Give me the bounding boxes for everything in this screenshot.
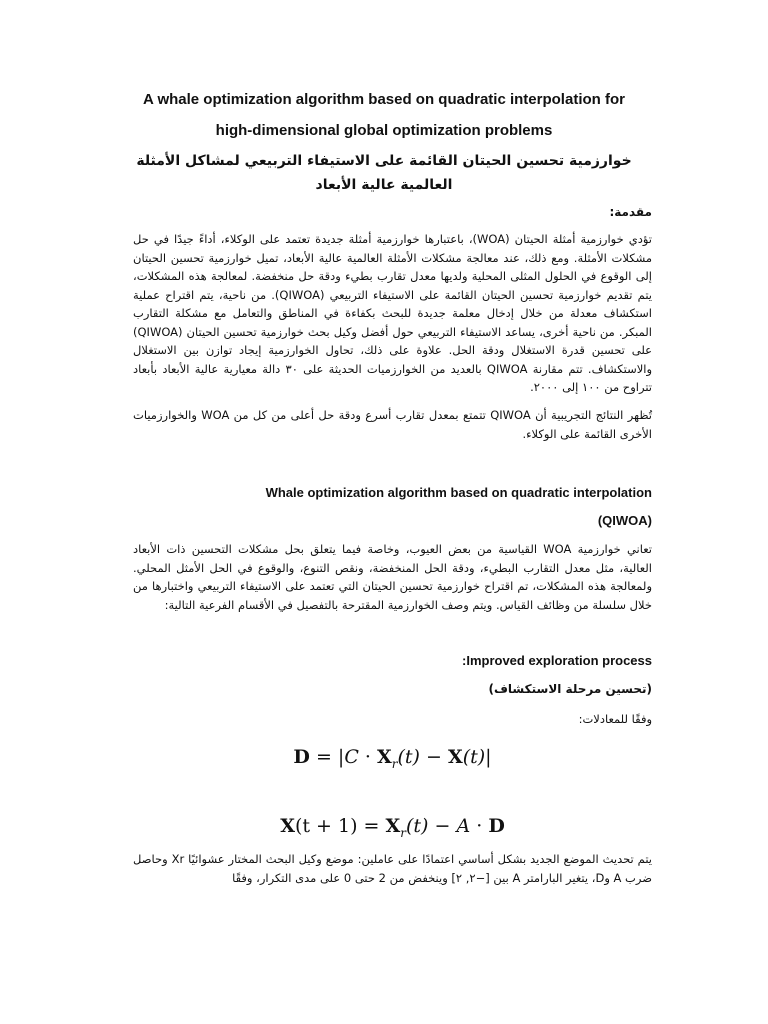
section3-paragraph: يتم تحديث الموضع الجديد بشكل أساسي اعتمادًا على عاملين: موضع وكيل البحث المختار عشوائيًا Xr وحاصل ضرب A وD، يتغير البارامتر A بين [−٢, ٢] وينخفض من 2 حتى 0 على مدى التكرار، وفقًا <box>133 852 653 885</box>
equation-1: $D = |C \cdot X_r(t) - X(t)|$ <box>293 746 492 771</box>
section2-paragraph: تعاني خوارزمية WOA القياسية من بعض العيوب، وخاصة فيما يتعلق بحل مشكلات التحسين ذات الأبعاد العالية، مثل معدل التقارب البطيء، ودقة الحل المنخفضة، ونقص التنوع، والوقوع في الحل الأمثل المحلي. ولمعالجة هذه المشكلات، تم اقتراح خوارزمية تحسين الحيتان التي تعتمد على الاستيفاء التربيعي واختبارها من خلال سلسلة من وظائف القياس. ويتم وصف الخوارزمية المقترحة بالتفصيل في الأقسام الفرعية التالية: <box>133 542 653 612</box>
title-ar: خوارزمية تحسين الحيتان القائمة على الاستيفاء التربيعي لمشاكل الأمثلة العالمية عالية الأبعاد <box>136 153 632 193</box>
title-en-line2: high-dimensional global optimization problems <box>215 122 553 139</box>
section2-heading-line1: Whale optimization algorithm based on quadratic interpolation <box>265 485 652 500</box>
equation-2: $X(t + 1) = X_r(t) - A \cdot D$ <box>280 815 505 840</box>
section3-lead: وفقًا للمعادلات: <box>578 712 652 726</box>
section2-heading-line2: (QIWOA) <box>597 513 652 528</box>
intro-paragraph-1: تؤدي خوارزمية أمثلة الحيتان (WOA)، باعتبارها خوارزمية أمثلة جديدة تعتمد على الوكلاء، أداءً جيدًا في حل مشكلات الأمثلة. ومع ذلك، عند معالجة مشكلات الأمثلة العالمية عالية الأبعاد، تميل خوارزمية تحسين الحيتان إلى الوقوع في الحلول المثلى المحلية ولديها معدل تقارب بطيء ودقة حل منخفضة. لمعالجة هذه المشكلات، يتم تقديم خوارزمية تحسين الحيتان القائمة على الاستيفاء التربيعي (QIWOA). من ناحية، يتم اقتراح عملية استكشاف معدلة من خلال إدخال معلمة جديدة للبحث بكفاءة في المناطق والتعامل مع مشكلة التقارب المبكر. من ناحية أخرى، يساعد الاستيفاء التربيعي حول أفضل وكيل بحث خوارزمية تحسين الحيتان (QIWOA) على تحسين قدرة الاستغلال ودقة الحل. علاوة على ذلك، تحاول الخوارزمية إيجاد توازن بين الاستغلال والاستكشاف. تتم مقارنة QIWOA بالعديد من الخوارزميات الحديثة على ٣٠ دالة معيارية عالية الأبعاد بأبعاد تتراوح من ١٠٠ إلى ٢٠٠٠. <box>133 232 653 394</box>
title-en-line1: A whale optimization algorithm based on quadratic interpolation for <box>143 91 625 108</box>
section3-heading-en: :Improved exploration process <box>462 653 652 668</box>
intro-heading: مقدمة: <box>609 205 652 219</box>
intro-paragraph-2: تُظهر النتائج التجريبية أن QIWOA تتمتع بمعدل تقارب أسرع ودقة حل أعلى من كل من WOA والخوارزميات الأخرى القائمة على الوكلاء. <box>133 408 652 441</box>
section3-heading-ar: (تحسين مرحلة الاستكشاف) <box>488 682 652 696</box>
